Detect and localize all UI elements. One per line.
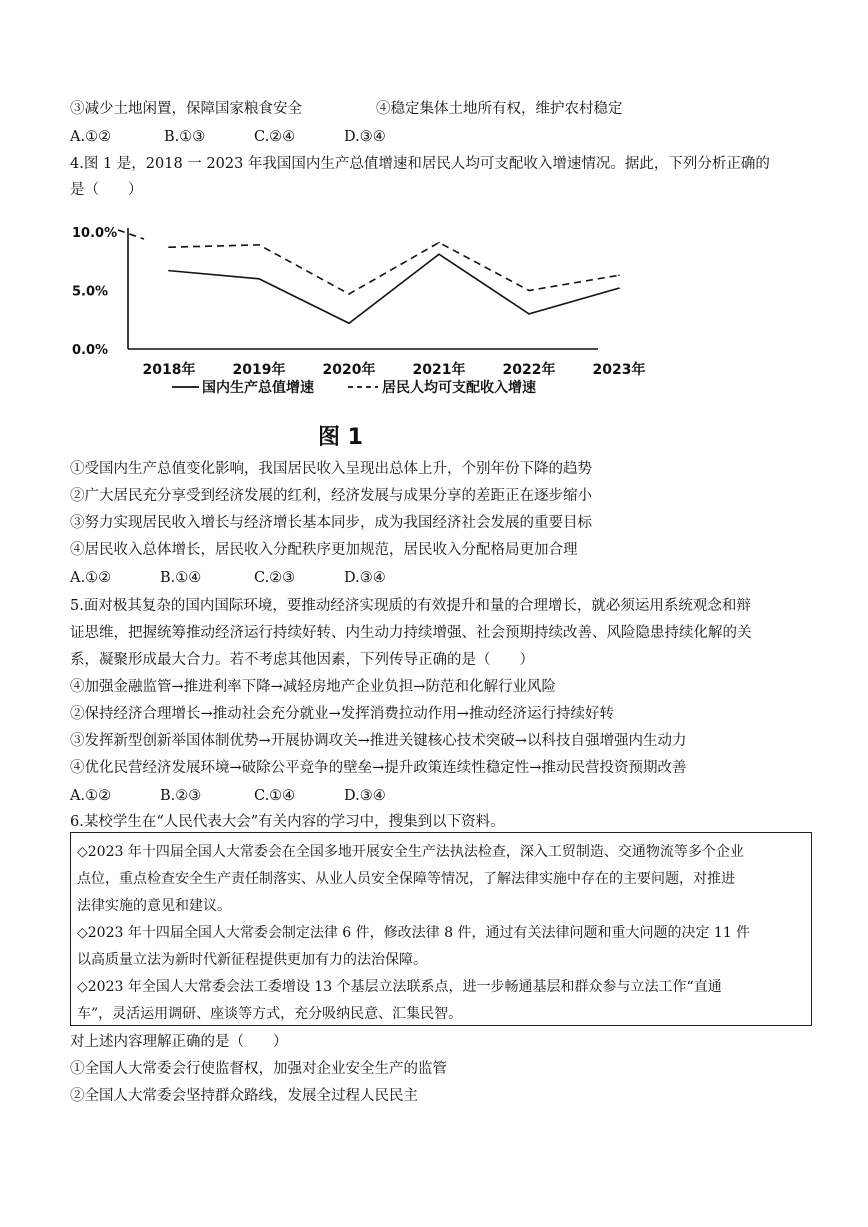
y-tick-label: 10.0% (72, 226, 118, 241)
q3-item-3: ③减少土地闲置，保障国家粮食安全 (70, 101, 302, 117)
q5-option-a: A.①② (70, 788, 112, 804)
data-point (618, 287, 620, 289)
data-point (258, 244, 260, 246)
x-tick-label: 2023年 (592, 362, 646, 378)
data-point (528, 290, 530, 292)
q5-stem-line2: 证思维，把握统筹推动经济运行持续好转、内生动力持续增强、社会预期持续改善、风险隐患持续化解的关 (70, 625, 752, 641)
x-tick-label: 2018年 (142, 362, 196, 378)
q4-option-a: A.①② (70, 570, 112, 586)
q6-item-2: ②全国人大常委会坚持群众路线，发展全过程人民民主 (70, 1088, 418, 1104)
x-tick-label: 2020年 (322, 362, 376, 378)
q4-stem-line2: 是（ ） (70, 182, 143, 198)
x-tick-label: 2019年 (232, 362, 286, 378)
q3-item-4: ④稳定集体土地所有权，维护农村稳定 (376, 101, 623, 117)
data-point (438, 242, 440, 244)
legend-label-gdp: 国内生产总值增速 (202, 380, 314, 396)
data-point (348, 322, 350, 324)
q4-option-d: D.③④ (344, 570, 386, 586)
material-line-7: 车”，灵活运用调研、座谈等方式，充分吸纳民意、汇集民智。 (77, 1006, 463, 1022)
q4-item-3: ③努力实现居民收入增长与经济增长基本同步，成为我国经济社会发展的重要目标 (70, 515, 592, 531)
q4-item-1: ①受国内生产总值变化影响，我国居民收入呈现出总体上升，个别年份下降的趋势 (70, 461, 592, 477)
q4-option-b: B.①④ (160, 570, 202, 586)
data-point (168, 270, 170, 272)
material-line-4: ◇2023 年十四届全国人大常委会制定法律 6 件，修改法律 8 件，通过有关法律问题和重大问题的决定 11 件 (77, 925, 751, 941)
q5-item-3: ③发挥新型创新举国体制优势→开展协调攻关→推进关键核心技术突破→以科技自强增强内生动力 (70, 733, 687, 749)
q4-option-c: C.②③ (254, 570, 296, 586)
q5-stem-line1: 5.面对极其复杂的国内国际环境，要推动经济实现质的有效提升和量的合理增长，就必须运用系统观念和辩 (70, 598, 751, 614)
q5-option-b: B.②③ (160, 788, 202, 804)
q5-item-2: ②保持经济合理增长→推动社会充分就业→发挥消费拉动作用→推动经济运行持续好转 (70, 706, 614, 722)
q4-item-4: ④居民收入总体增长，居民收入分配秩序更加规范，居民收入分配格局更加合理 (70, 542, 578, 558)
series-line-income (169, 243, 619, 294)
q4-stem-line1: 4.图 1 是，2018 一 2023 年我国国内生产总值增速和居民人均可支配收入增速情况。据此，下列分析正确的 (70, 156, 770, 172)
q5-stem-line3: 系，凝聚形成最大合力。若不考虑其他因素，下列传导正确的是（ ） (70, 652, 534, 668)
material-line-5: 以高质量立法为新时代新征程提供更加有力的法治保障。 (77, 952, 427, 968)
material-line-1: ◇2023 年十四届全国人大常委会在全国多地开展安全生产法执法检查，深入工贸制造、交通物流等多个企业 (77, 844, 744, 860)
data-point (618, 274, 620, 276)
x-tick-label: 2021年 (412, 362, 466, 378)
series-line-gdp (169, 254, 619, 323)
data-point (348, 293, 350, 295)
q4-item-2: ②广大居民充分享受到经济发展的红利，经济发展与成果分享的差距正在逐步缩小 (70, 488, 592, 504)
y-tick-label: 5.0% (72, 284, 109, 300)
data-point (258, 278, 260, 280)
x-tick-label: 2022年 (502, 362, 556, 378)
material-line-6: ◇2023 年全国人大常委会法工委增设 13 个基层立法联系点，进一步畅通基层和群众参与立法工作“直通 (77, 979, 722, 995)
data-point (168, 246, 170, 248)
line-chart (66, 212, 646, 407)
material-line-2: 点位，重点检查安全生产责任制落实、从业人员安全保障等情况，了解法律实施中存在的主要问题，对推进 (77, 871, 735, 887)
material-box (70, 832, 812, 1026)
data-point (438, 253, 440, 255)
material-line-3: 法律实施的意见和建议。 (77, 898, 231, 914)
q5-option-d: D.③④ (344, 788, 386, 804)
figure-label: 图 1 (318, 425, 363, 450)
q5-item-4: ④优化民营经济发展环境→破除公平竞争的壁垒→提升政策连续性稳定性→推动民营投资预期改善 (70, 760, 687, 776)
q3-option-a: A.①② (70, 129, 112, 145)
q3-option-b: B.①③ (164, 129, 206, 145)
legend-label-income: 居民人均可支配收入增速 (382, 380, 536, 396)
q3-option-d: D.③④ (344, 129, 386, 145)
q6-question: 对上述内容理解正确的是（ ） (70, 1034, 288, 1050)
q6-stem: 6.某校学生在“人民代表大会”有关内容的学习中，搜集到以下资料。 (70, 814, 505, 830)
q3-option-c: C.②④ (254, 129, 296, 145)
q5-option-c: C.①④ (254, 788, 296, 804)
q5-item-1: ④加强金融监管→推进利率下降→减轻房地产企业负担→防范和化解行业风险 (70, 679, 556, 695)
data-point (528, 313, 530, 315)
q6-item-1: ①全国人大常委会行使监督权，加强对企业安全生产的监管 (70, 1061, 447, 1077)
y-tick-label: 0.0% (72, 343, 109, 358)
series-lead-dash (118, 230, 144, 239)
